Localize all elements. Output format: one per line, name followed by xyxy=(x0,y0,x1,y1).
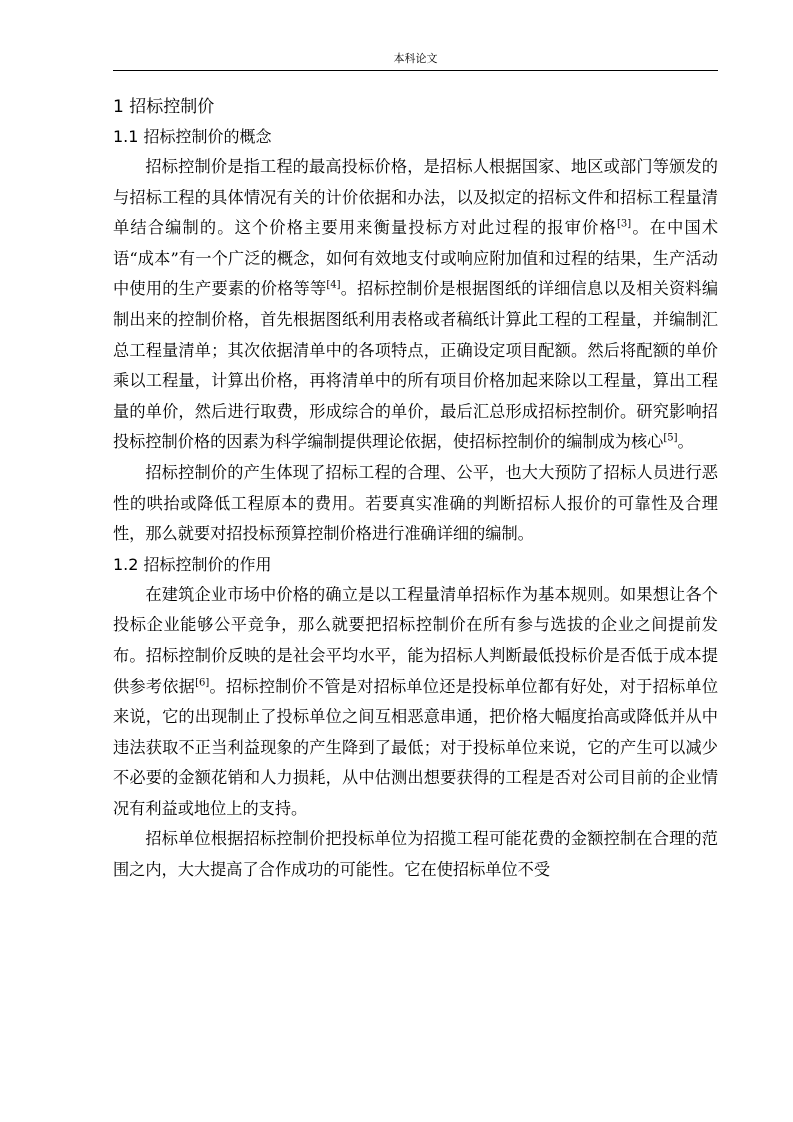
citation: [5] xyxy=(663,432,678,444)
page-header xyxy=(113,48,718,71)
paragraph-text: 招标控制价是指工程的最高投标价格，是招标人根据国家、地区或部门等颁发的与招标工程的具体情况有关的计价依据和办法，以及拟定的招标文件和招标工程量清单结合编制的。这个价格主要用来衡量投标方对此过程的报审价格 xyxy=(113,157,718,238)
paragraph-text: 招标单位根据招标控制价把投标单位为招揽工程可能花费的金额控制在合理的范围之内，大大提高了合作成功的可能性。它在使招标单位不受 xyxy=(113,829,718,880)
chapter-heading: 1 招标控制价 xyxy=(113,97,215,117)
paragraph xyxy=(113,824,718,885)
paragraph xyxy=(113,152,718,458)
citation: [4] xyxy=(326,279,341,291)
paragraph-text: 。招标控制价不管是对招标单位还是投标单位都有好处，对于招标单位来说，它的出现制止了投标单位之间互相恶意串通，把价格大幅度抬高或降低并从中违法获取不正当利益现象的产生降到了最低；对于投标单位来说，它的产生可以减少不必要的金额花销和人力损耗，从中估测出想要获得的工程是否对公司目前的企业情况有利益或地位上的支持。 xyxy=(113,676,719,818)
paragraph xyxy=(113,580,718,825)
citation: [3] xyxy=(616,218,632,230)
citation: [6] xyxy=(195,677,210,689)
section-heading-1-1: 1.1 招标控制价的概念 xyxy=(113,127,272,146)
document-body xyxy=(113,92,718,886)
header-title: 本科论文 xyxy=(393,52,438,65)
paragraph-text: 。招标控制价是根据图纸的详细信息以及相关资料编制出来的控制价格，首先根据图纸利用表格或者稿纸计算此工程的工程量，并编制汇总工程量清单；其次依据清单中的各项特点，正确设定项目配额。然后将配额的单价乘以工程量，计算出价格，再将清单中的所有项目价格加起来除以工程量，算出工程量的单价，然后进行取费，形成综合的单价，最后汇总形成招标控制价。研究影响招投标控制价格的因素为科学编制提供理论依据，使招标控制价的编制成为核心 xyxy=(113,279,719,452)
paragraph-text: 在建筑企业市场中价格的确立是以工程量清单招标作为基本规则。如果想让各个投标企业能够公平竞争，那么就要把招标控制价在所有参与选拔的企业之间提前发布。招标控制价反映的是社会平均水平，能为招标人判断最低投标价是否低于成本提供参考依据 xyxy=(113,584,718,696)
paragraph-text: 。在中国术语“成本”有一个广泛的概念，如何有效地支付或响应附加值和过程的结果，生产活动中使用的生产要素的价格等等 xyxy=(113,218,719,299)
paragraph-text: 招标控制价的产生体现了招标工程的合理、公平，也大大预防了招标人员进行恶性的哄抬或降低工程原本的费用。若要真实准确的判断招标人报价的可靠性及合理性，那么就要对招投标预算控制价格进行准确详细的编制。 xyxy=(113,462,718,544)
section-heading-1-2: 1.2 招标控制价的作用 xyxy=(113,554,272,574)
paragraph xyxy=(113,458,718,550)
paragraph-text: 。 xyxy=(677,432,694,452)
